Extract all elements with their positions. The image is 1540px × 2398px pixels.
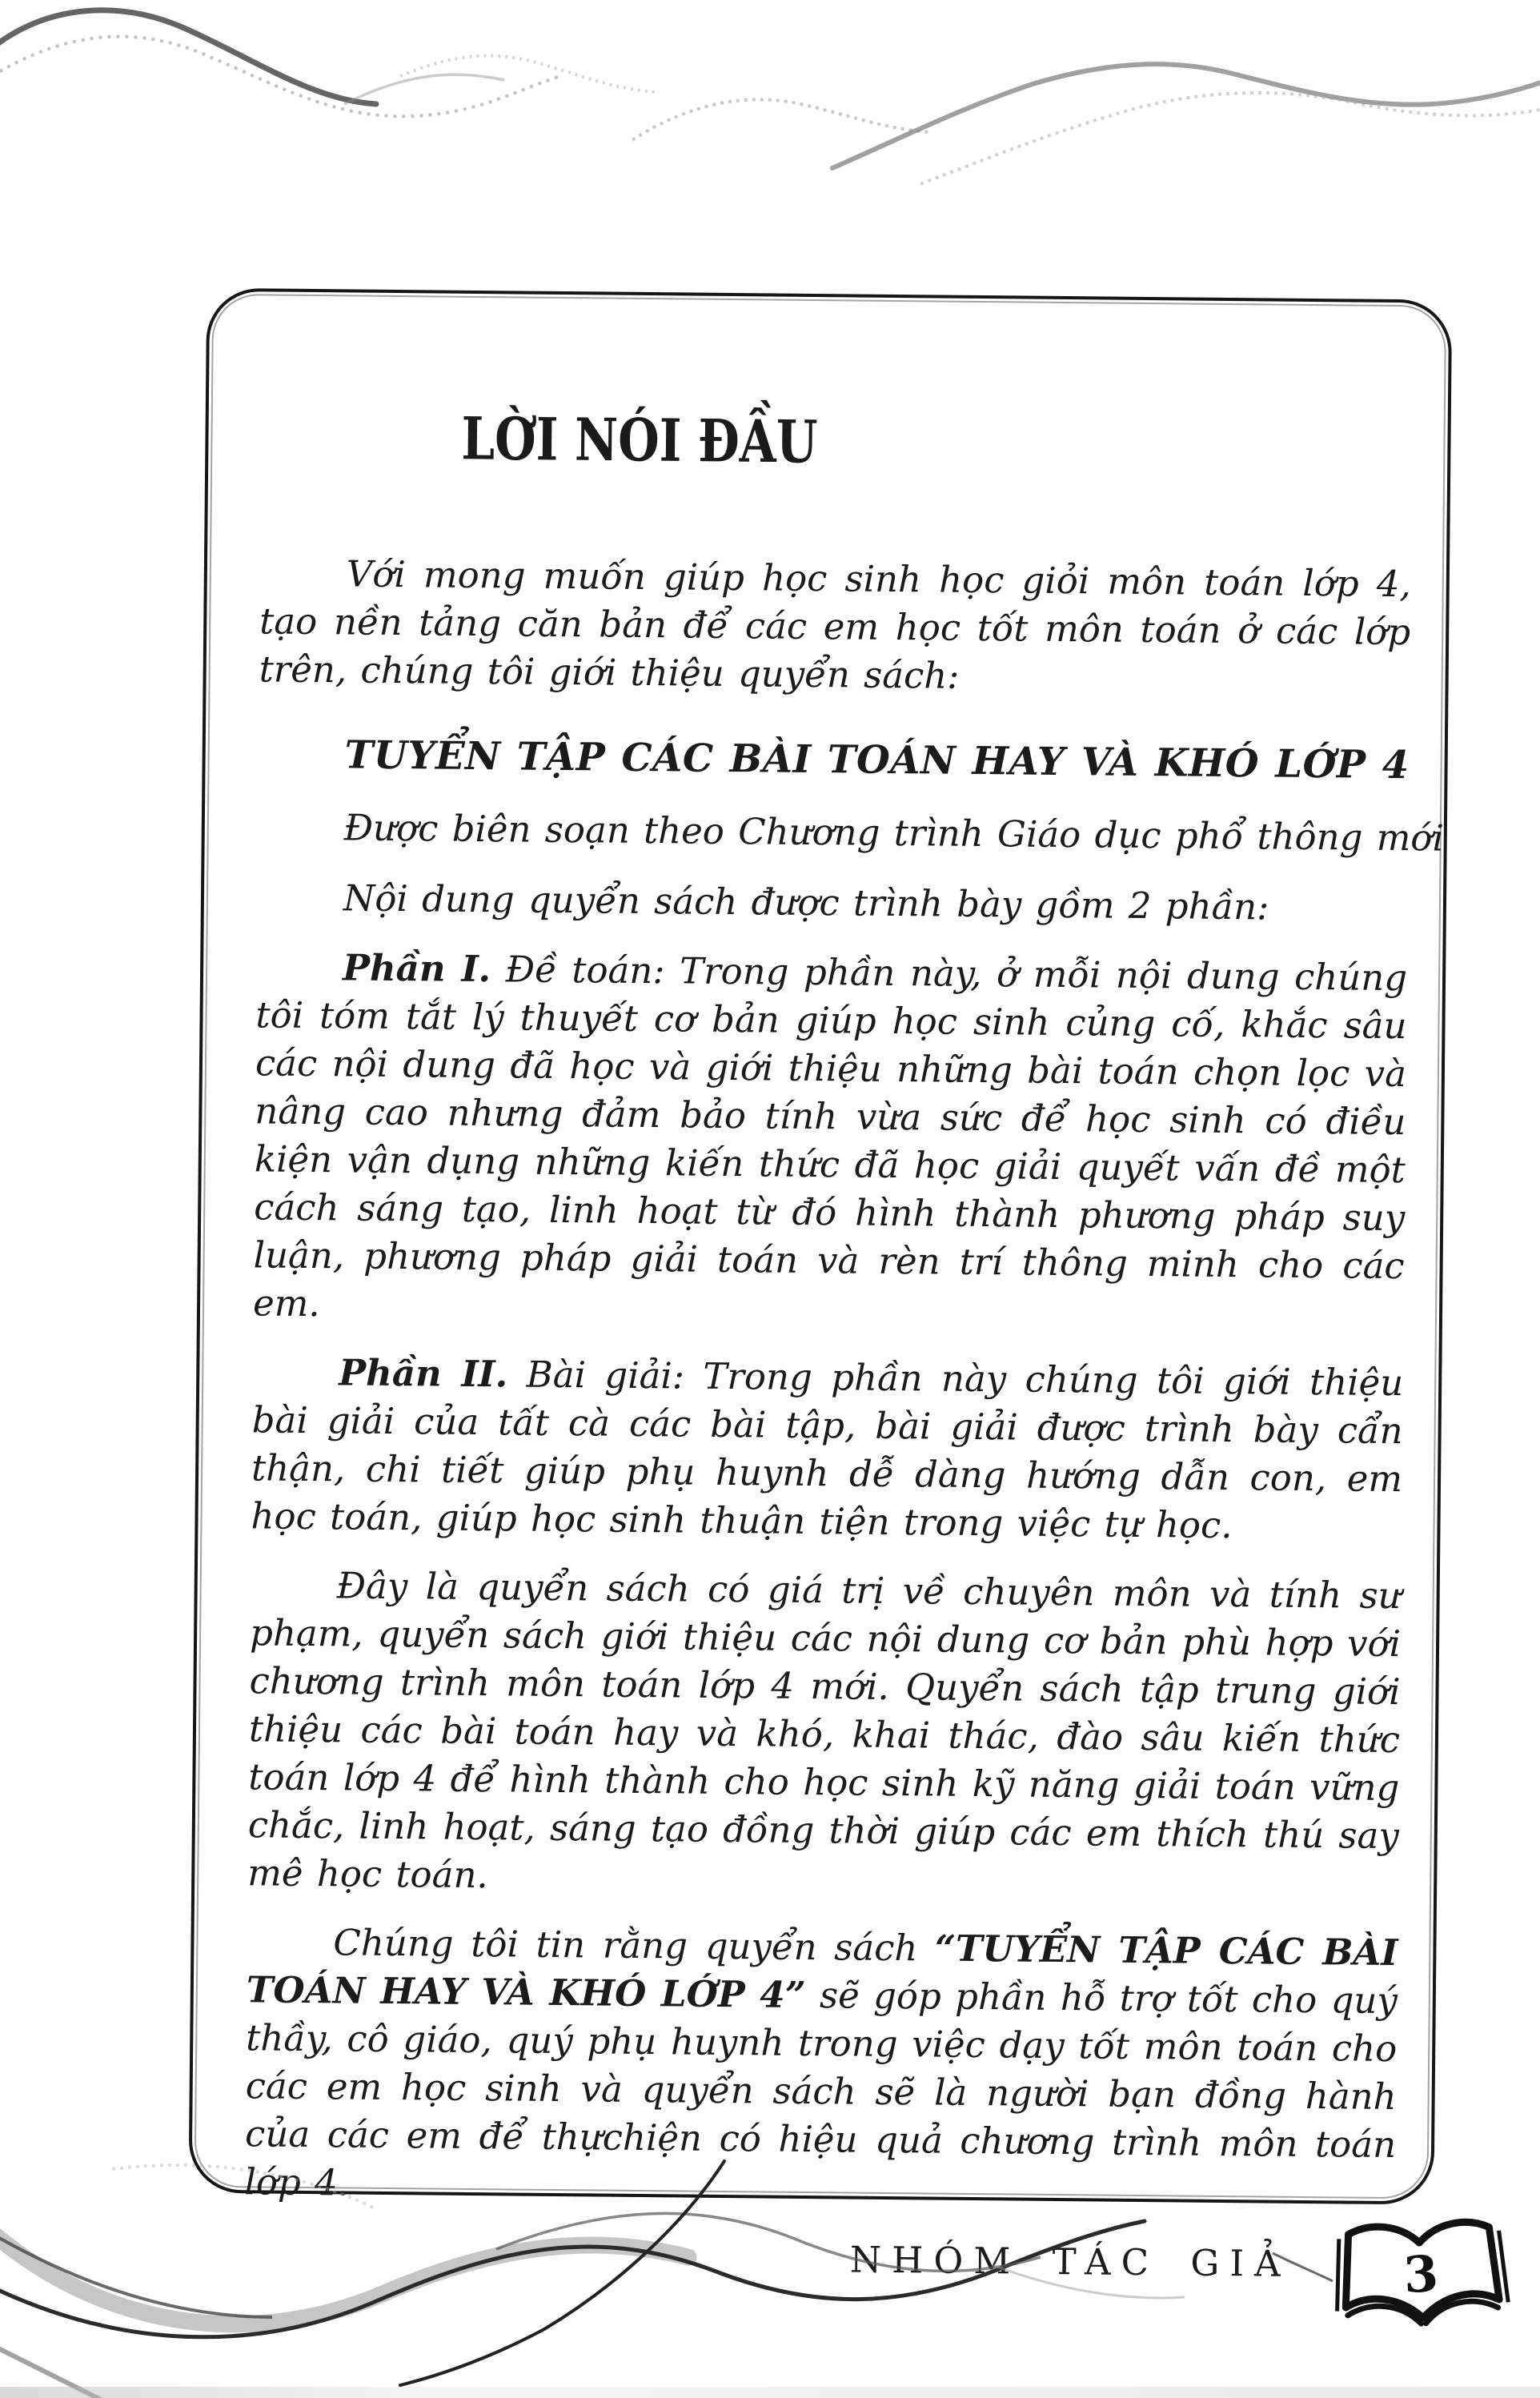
- book-title-line: TUYỂN TẬP CÁC BÀI TOÁN HAY VÀ KHÓ LỚP 4: [344, 732, 1410, 788]
- preface-frame: [188, 288, 1452, 2285]
- paragraph-value: Đây là quyển sách có giá trị về chuyên môn và tính sư phạm, quyển sách giới thiệu các nội dung cơ bản phù hợp với chương trình môn toán lớp 4 mới. Quyển sách tập trung giới thiệu các bài toán hay và khó, khai thác, đào sâu kiến thức toán lớp 4 để hình thành cho học sinh kỹ năng giải toán vững chắc, linh hoạt, sáng tạo đồng thời giúp các em thích thú say mê học toán.: [247, 1564, 1402, 1897]
- closing-post: sẽ góp phần hỗ trợ tốt cho quý thầy, cô giáo, quý phụ huynh trong việc dạy tốt môn toán cho các em học sinh và quyển sách sẽ là người bạn đồng hành của các em để thựchiện có hiệu quả chương trình môn toán lớp 4.: [244, 1973, 1398, 2204]
- part-1-text: Đề toán: Trong phần này, ở mỗi nội dung chúng tôi tóm tắt lý thuyết cơ bản giúp học sinh củng cố, khắc sâu các nội dung đã học và giới thiệu những bài toán chọn lọc và nâng cao nhưng đảm bảo tính vừa sức để học sinh có điều kiện vận dụng những kiến thức đã học giải quyết vấn đề một cách sáng tạo, linh hoạt từ đó hình thành phương pháp suy luận, phương pháp giải toán và rèn trí thông minh cho các em.: [252, 948, 1408, 1325]
- subtitle-line-1: Được biên soạn theo Chương trình Giáo dục phổ thông mới: [343, 806, 1445, 860]
- preface-content: [191, 291, 1449, 2285]
- page-number: 3: [1402, 2244, 1440, 2305]
- closing-pre: Chúng tôi tin rằng quyển sách: [333, 1921, 936, 1970]
- paragraph-intro: Với mong muốn giúp học sinh học giỏi môn toán lớp 4, tạo nền tảng căn bản để các em học tốt môn toán ở các lớp trên, chúng tôi giới thiệu quyển sách:: [259, 552, 1412, 697]
- top-wave-decoration-icon: [0, 0, 1540, 200]
- paragraph-part-2: [251, 1348, 1403, 1551]
- scan-edge-shadow: [0, 2387, 1540, 2398]
- closing-book-title: “TUYỂN TẬP CÁC BÀI TOÁN HAY VÀ KHÓ LỚP 4”: [246, 1927, 1398, 2016]
- part-2-label: Phần II.: [339, 1351, 508, 1396]
- paragraph-closing: [244, 1918, 1398, 2217]
- subtitle-line-2: Nội dung quyển sách được trình bày gồm 2 phần:: [343, 876, 1269, 928]
- page-title: LỜI NÓI ĐẦU: [461, 403, 818, 476]
- open-book-icon: [1325, 2204, 1518, 2366]
- part-1-label: Phần I.: [342, 946, 491, 991]
- author-signature: NHÓM TÁC GIẢ: [849, 2238, 1291, 2285]
- preface-body: [243, 549, 1445, 2289]
- part-2-text: Bài giải: Trong phần này chúng tôi giới thiệu bài giải của tất cà các bài tập, bài giải được trình bày cẩn thận, chi tiết giúp phụ huynh dễ dàng hướng dẫn con, em học toán, giúp học sinh thuận tiện trong việc tự học.: [251, 1353, 1404, 1547]
- paragraph-part-1: [253, 943, 1408, 1338]
